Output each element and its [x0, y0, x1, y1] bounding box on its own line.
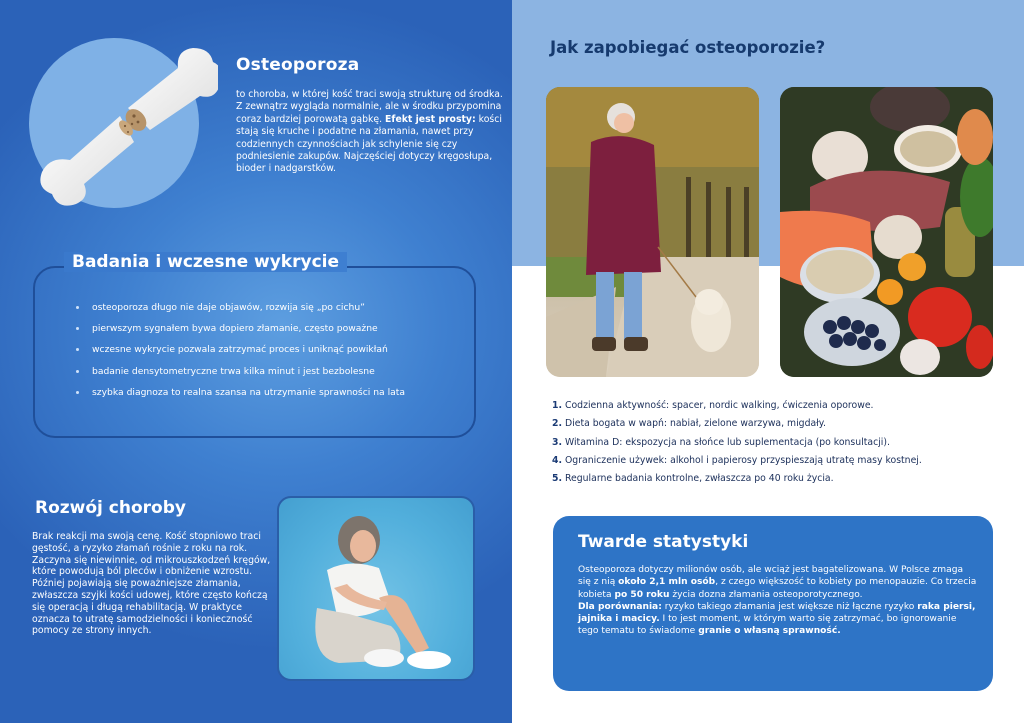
right-page [512, 0, 1024, 723]
statistics-title: Twarde statystyki [578, 532, 749, 552]
list-item: wczesne wykrycie pozwala zatrzymać proces i uniknąć powikłań [76, 344, 476, 365]
rozwoj-description: Brak reakcji ma swoją cenę. Kość stopniowo traci gęstość, a ryzyko złamań rośnie z roku na rok. Zaczyna się niewinnie, od mikrouszkodzeń kręgów, które powodują ból pleców i obniżenie wzrostu. Później pojawiają się poważniejsze złamania, zwłaszcza szyjki kości udowej, które często kończą się operacją i długą rehabilitacją. W praktyce oznacza to utratę samodzielności i konieczność pomocy ze strony innych. [32, 531, 271, 637]
list-item: 3. Witamina D: ekspozycja na słońce lub suplementacja (po konsultacji). [552, 436, 890, 448]
badania-list [76, 302, 476, 408]
osteoporoza-description: to choroba, w której kość traci swoją strukturę od środka. Z zewnątrz wygląda normalnie, ale w środku przypomina coraz bardziej porowatą gąbkę. Efekt jest prosty: kości stają się kruche i podatne na złamania, nawet przy codziennych czynnościach jak schylenie się czy podniesienie zakupów. Najczęściej dotyczy kręgosłupa, bioder i nadgarstków. [236, 89, 503, 175]
statistics-text: Osteoporoza dotyczy milionów osób, ale wciąż jest bagatelizowana. W Polsce zmaga się z nią około 2,1 mln osób, z czego większość to kobiety po menopauzie. Co trzecia kobieta po 50 roku życia dozna złamania osteoporotycznego. Dla porównania: ryzyko takiego złamania jest większe niż łączne ryzyko raka piersi, jajnika i macicy. I to jest moment, w którym warto się zatrzymać, bo ignorowanie tego tematu to świadome granie o własną sprawność. [578, 565, 977, 637]
list-item: 4. Ograniczenie używek: alkohol i papierosy przyspieszają utratę masy kostnej. [552, 454, 922, 466]
list-item: szybka diagnoza to realna szansa na utrzymanie sprawności na lata [76, 387, 476, 408]
prevention-tips-list [552, 400, 992, 491]
senior-woman-walking-dog-photo [546, 87, 759, 377]
prevention-title: Jak zapobiegać osteoporozie? [550, 38, 826, 57]
osteoporoza-title: Osteoporoza [236, 55, 360, 75]
rozwoj-title: Rozwój choroby [35, 498, 186, 518]
bullet-icon [76, 306, 79, 309]
badania-title: Badania i wczesne wykrycie [64, 252, 347, 272]
statistics-box [553, 516, 993, 691]
broken-bone-illustration [28, 38, 218, 210]
bullet-icon [76, 391, 79, 394]
list-item: osteoporoza długo nie daje objawów, rozwija się „po cichu” [76, 302, 476, 323]
healthy-food-photo [780, 87, 993, 377]
list-item: 1. Codzienna aktywność: spacer, nordic walking, ćwiczenia oporowe. [552, 400, 874, 411]
woman-holding-knee-photo [277, 496, 475, 681]
bullet-icon [76, 370, 79, 373]
bullet-icon [76, 348, 79, 351]
list-item: 5. Regularne badania kontrolne, zwłaszcza po 40 roku życia. [552, 473, 834, 485]
bullet-icon [76, 327, 79, 330]
list-item: badanie densytometryczne trwa kilka minut i jest bezbolesne [76, 366, 476, 387]
list-item: pierwszym sygnałem bywa dopiero złamanie, często poważne [76, 323, 476, 344]
list-item: 2. Dieta bogata w wapń: nabiał, zielone warzywa, migdały. [552, 418, 826, 430]
